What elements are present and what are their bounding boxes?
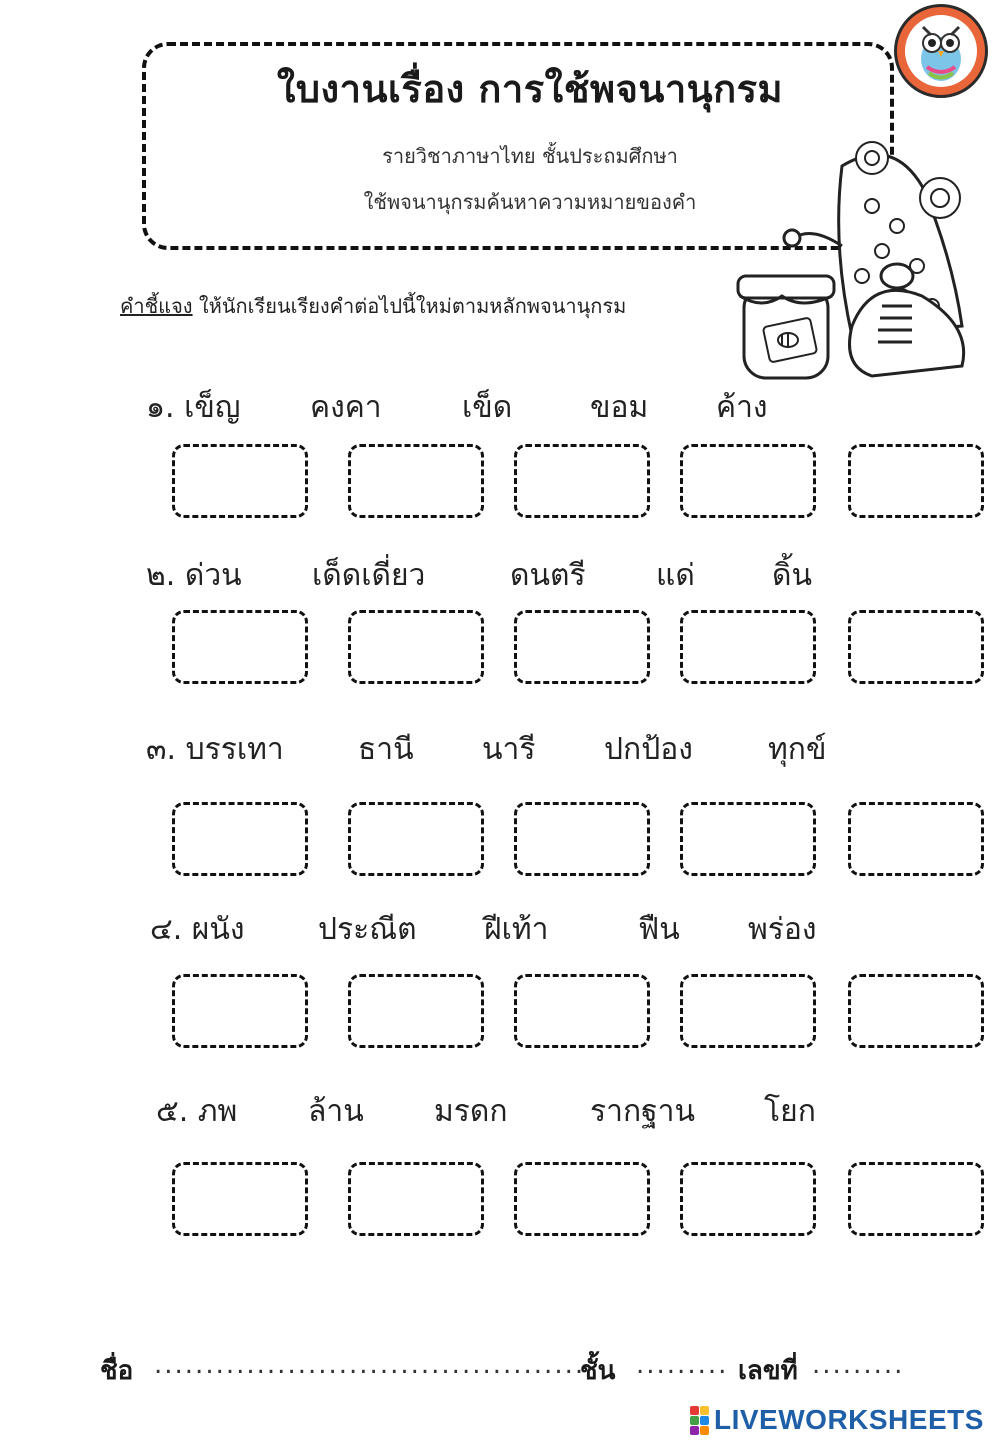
answer-box[interactable] (680, 974, 816, 1048)
exercise-word: ๔. ผนัง (150, 912, 245, 947)
name-label: ชื่อ (100, 1356, 134, 1386)
student-info-footer (100, 1350, 920, 1390)
answer-box[interactable] (172, 444, 308, 518)
exercise-5-words (0, 1088, 1000, 1132)
instruction-text: ให้นักเรียนเรียงคำต่อไปนี้ใหม่ตามหลักพจนานุกรม (192, 294, 627, 318)
liveworksheets-text: LIVEWORKSHEETS (714, 1404, 984, 1435)
answer-box[interactable] (848, 974, 984, 1048)
exercise-word: ดิ้น (772, 558, 812, 593)
instruction-label: คำชี้แจง (120, 294, 193, 318)
school-logo (894, 4, 988, 98)
answer-box[interactable] (848, 802, 984, 876)
exercise-4-words (0, 906, 1000, 950)
exercise-word: เด็ดเดี่ยว (312, 558, 426, 593)
class-label: ชั้น (580, 1356, 616, 1386)
answer-box[interactable] (348, 610, 484, 684)
answer-box[interactable] (514, 1162, 650, 1236)
exercise-word: ขอม (590, 390, 649, 425)
exercise-word: รากฐาน (590, 1094, 696, 1129)
class-field[interactable]: ......... (636, 1350, 729, 1380)
answer-box[interactable] (348, 444, 484, 518)
exercise-word: แด่ (656, 558, 695, 593)
exercise-word: ฟืน (638, 912, 680, 947)
answer-box[interactable] (348, 1162, 484, 1236)
exercise-2-words (0, 552, 1000, 596)
answer-box[interactable] (172, 610, 308, 684)
instruction (120, 290, 626, 322)
exercise-1-words (0, 384, 1000, 428)
number-label: เลขที่ (738, 1356, 798, 1386)
exercise-word: ปกป้อง (604, 732, 693, 767)
answer-box[interactable] (680, 444, 816, 518)
exercise-word: ค้าง (716, 390, 768, 425)
exercise-word: ๒. ด่วน (146, 558, 242, 593)
gnome-illustration (722, 126, 994, 386)
answer-box[interactable] (514, 802, 650, 876)
worksheet-objective: ใช้พจนานุกรมค้นหาความหมายของคำ (363, 190, 697, 214)
liveworksheets-icon (690, 1406, 710, 1434)
exercise-word: พร่อง (748, 912, 817, 947)
answer-box[interactable] (514, 610, 650, 684)
exercise-3-words (0, 726, 1000, 770)
exercise-word: ฝีเท้า (484, 912, 549, 947)
answer-box[interactable] (172, 802, 308, 876)
number-field[interactable]: ......... (812, 1350, 905, 1380)
answer-box[interactable] (348, 974, 484, 1048)
answer-box[interactable] (172, 974, 308, 1048)
exercise-word: คงคา (310, 390, 382, 425)
answer-box[interactable] (348, 802, 484, 876)
exercise-word: ล้าน (308, 1094, 364, 1129)
worksheet-title: ใบงานเรื่อง การใช้พจนานุกรม (276, 67, 784, 111)
answer-box[interactable] (848, 444, 984, 518)
exercise-word: ธานี (358, 732, 414, 767)
answer-box[interactable] (172, 1162, 308, 1236)
exercise-word: ดนตรี (510, 558, 586, 593)
answer-box[interactable] (680, 802, 816, 876)
answer-box[interactable] (514, 444, 650, 518)
worksheet-subject: รายวิชาภาษาไทย ชั้นประถมศึกษา (382, 144, 678, 168)
answer-box[interactable] (680, 1162, 816, 1236)
exercise-word: ๓. บรรเทา (146, 732, 284, 767)
answer-box[interactable] (680, 610, 816, 684)
exercise-word: ประณีต (318, 912, 417, 947)
exercise-word: ๑. เข็ญ (146, 390, 241, 425)
exercise-word: นารี (482, 732, 536, 767)
answer-box[interactable] (848, 610, 984, 684)
exercise-word: มรดก (434, 1094, 508, 1129)
exercise-word: เข็ด (462, 390, 513, 425)
exercise-word: ทุกข์ (768, 732, 827, 767)
answer-box[interactable] (848, 1162, 984, 1236)
name-field[interactable]: .......................................... (154, 1350, 586, 1380)
exercise-word: ๕. ภพ (156, 1094, 238, 1129)
liveworksheets-logo (690, 1402, 984, 1438)
answer-box[interactable] (514, 974, 650, 1048)
exercise-word: โยก (764, 1094, 816, 1129)
